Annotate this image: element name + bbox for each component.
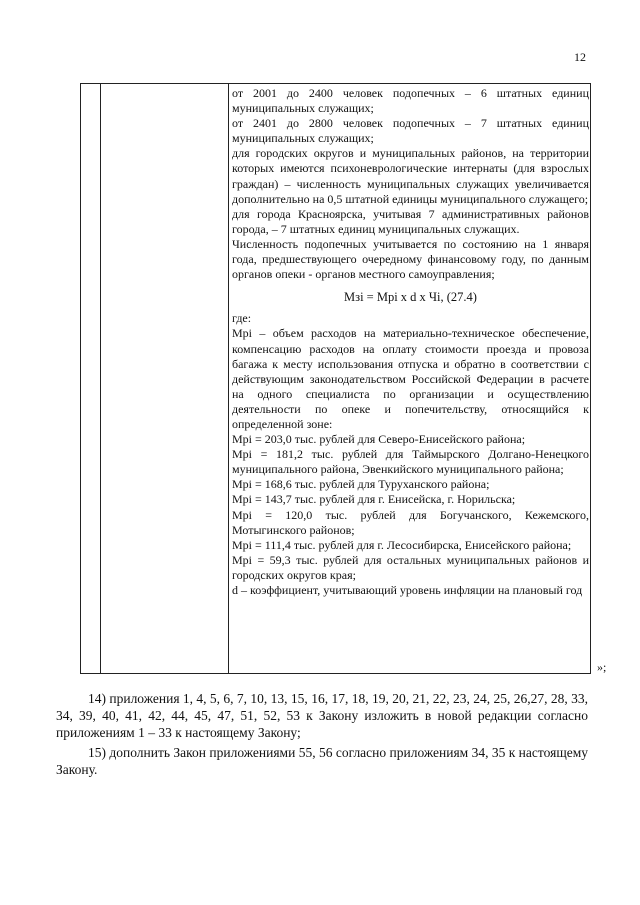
mri-eniseisk-norilsk: Мрi = 143,7 тыс. рублей для г. Енисейска, г. Норильска;	[232, 492, 516, 507]
staff-norm-2401-2800: от 2401 до 2800 человек подопечных – 7 штатных единиц муниципальных служащих;	[232, 116, 589, 146]
page-number: 12	[574, 50, 586, 64]
closing-quote: »;	[597, 660, 607, 674]
staff-norm-krasnoyarsk: для города Красноярска, учитывая 7 административных районов города, – 7 штатных единиц муниципальных служащих.	[232, 206, 589, 236]
formula-27-4: Мзi = Мрi x d x Чi, (27.4)	[344, 290, 477, 305]
table-column-divider	[100, 84, 101, 673]
amendment-item-15-text: 15) дополнить Закон приложениями 55, 56 согласно приложениям 34, 35 к настоящему Закону.	[56, 745, 588, 777]
mri-severo-eniseisky: Мрi = 203,0 тыс. рублей для Северо-Енисейского района;	[232, 432, 526, 447]
mri-other-districts: Мрi = 59,3 тыс. рублей для остальных муниципальных районов и городских округов края;	[232, 552, 589, 582]
definition-d: d – коэффициент, учитывающий уровень инфляции на плановый год	[232, 583, 583, 597]
amendment-item-15	[56, 744, 588, 778]
mri-turukhansky: Мрi = 168,6 тыс. рублей для Туруханского района;	[232, 477, 490, 492]
amendment-item-14	[56, 690, 588, 741]
table-text-cell	[232, 86, 589, 598]
staff-norm-psycho-internats: для городских округов и муниципальных районов, на территории которых имеются психоневрологические интернаты (для взрослых граждан) – численность муниципальных служащих увеличивается дополнительно на 0,5 штатной единицы муниципального служащего;	[232, 146, 589, 206]
mri-lesosibirsk: Мрi = 111,4 тыс. рублей для г. Лесосибирска, Енисейского района;	[232, 537, 572, 552]
staff-norm-2001-2400: от 2001 до 2400 человек подопечных – 6 штатных единиц муниципальных служащих;	[232, 86, 589, 116]
mri-taimyrsky-evenkiysky: Мрi = 181,2 тыс. рублей для Таймырского Долгано-Ненецкого муниципального района, Эвенкийского муниципального района;	[232, 447, 589, 477]
amendment-item-14-text: 14) приложения 1, 4, 5, 6, 7, 10, 13, 15, 16, 17, 18, 19, 20, 21, 22, 23, 24, 25, 26,27, 28, 33, 34, 39, 40, 41, 42, 44, 45, 47, 51, 52, 53 к Закону изложить в новой редакции согласно приложениям 1 – 33 к настоящему Закону;	[56, 691, 588, 740]
document-table	[80, 83, 591, 674]
wards-count-note: Численность подопечных учитывается по состоянию на 1 января года, предшествующего очередному финансовому году, по данным органов опеки - органов местного самоуправления;	[232, 236, 589, 282]
definition-mri: Мрi – объем расходов на материально-техническое обеспечение, компенсацию расходов на оплату стоимости проезда и провоза багажа к месту использования отпуска и обратно в соответствии с действующим законодательством Российской Федерации в расчете на одного специалиста по организации и осуществлению деятельности по опеке и попечительству, относящийся к определенной зоне:	[232, 326, 589, 431]
where-label: где:	[232, 311, 252, 326]
mri-boguchansky-kezhemsky: Мрi = 120,0 тыс. рублей для Богучанского, Кежемского, Мотыгинского районов;	[232, 507, 589, 537]
table-column-divider	[228, 84, 229, 673]
